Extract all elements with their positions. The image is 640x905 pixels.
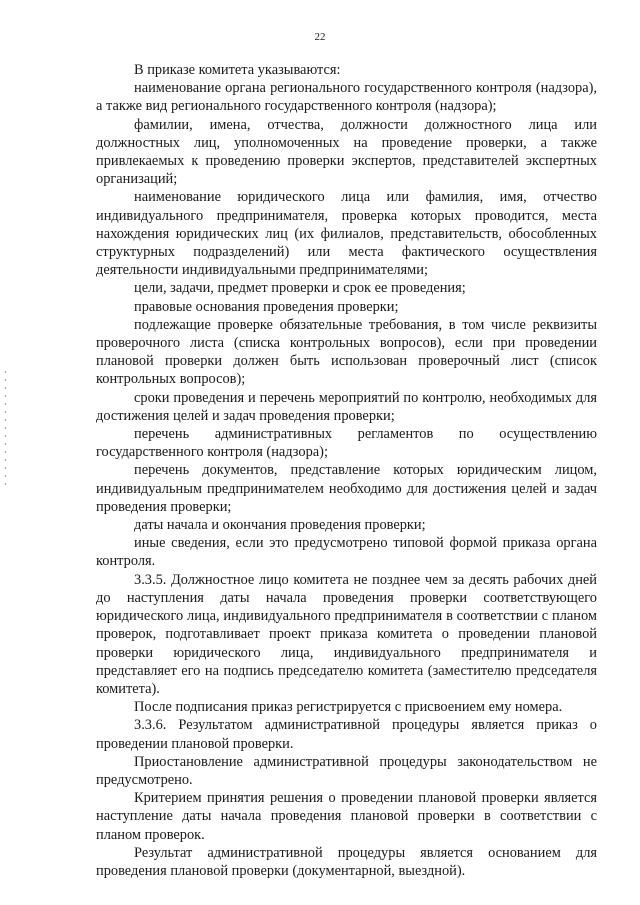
paragraph: Результат административной процедуры является основанием для проведения плановой проверки (документарной, выездной). bbox=[96, 844, 597, 879]
paragraph: перечень административных регламентов по осуществлению государственного контроля (надзора); bbox=[96, 426, 597, 461]
paragraph: цели, задачи, предмет проверки и срок ее проведения; bbox=[134, 280, 466, 297]
paragraph: Приостановление административной процедуры законодательством не предусмотрено. bbox=[96, 753, 597, 788]
margin-binding-marks bbox=[4, 368, 7, 488]
paragraph: наименование органа регионального государственного контроля (надзора), а также вид регионального государственного контроля (надзора); bbox=[96, 80, 597, 115]
paragraph: 3.3.6. Результатом административной процедуры является приказ о проведении плановой проверки. bbox=[96, 717, 597, 752]
page-number: 22 bbox=[314, 31, 326, 43]
paragraph: правовые основания проведения проверки; bbox=[134, 298, 399, 315]
paragraph: перечень документов, представление которых юридическим лицом, индивидуальным предпринимателем необходимо для достижения целей и задач проведения проверки; bbox=[96, 462, 597, 515]
paragraph: После подписания приказ регистрируется с присвоением ему номера. bbox=[134, 699, 563, 716]
paragraph: сроки проведения и перечень мероприятий по контролю, необходимых для достижения целей и задач проведения проверки; bbox=[96, 389, 597, 424]
paragraph: наименование юридического лица или фамилия, имя, отчество индивидуального предпринимателя, проверка которых проводится, места нахождения юридических лиц (их филиалов, представительств, обособленных структурных подразделений) или места фактического осуществления деятельности индивидуальными предпринимателями; bbox=[96, 189, 597, 279]
paragraph: фамилии, имена, отчества, должности должностного лица или должностных лиц, уполномоченных на проведение проверки, а также привлекаемых к проведению проверки экспертов, представителей экспертных организаций; bbox=[96, 116, 597, 188]
document-body bbox=[96, 61, 597, 880]
paragraph: В приказе комитета указываются: bbox=[134, 62, 341, 78]
paragraph: Критерием принятия решения о проведении плановой проверки является наступление даты начала проведения плановой проверки в соответствии с планом проверок. bbox=[96, 790, 597, 843]
paragraph: даты начала и окончания проведения проверки; bbox=[134, 517, 426, 534]
paragraph: подлежащие проверке обязательные требования, в том числе реквизиты проверочного листа (списка контрольных вопросов), если при проведении плановой проверки должен быть использован проверочный лист (список контрольных вопросов); bbox=[96, 316, 597, 388]
paragraph: 3.3.5. Должностное лицо комитета не позднее чем за десять рабочих дней до наступления даты начала проведения проверки соответствующего юридического лица, индивидуального предпринимателя в соответствии с планом проверок, подготавливает проект приказа комитета о проведении плановой проверки юридического лица, индивидуального предпринимателя и представляет его на подпись председателю комитета (заместителю председателя комитета). bbox=[96, 571, 597, 697]
paragraph: иные сведения, если это предусмотрено типовой формой приказа органа контроля. bbox=[96, 535, 597, 570]
